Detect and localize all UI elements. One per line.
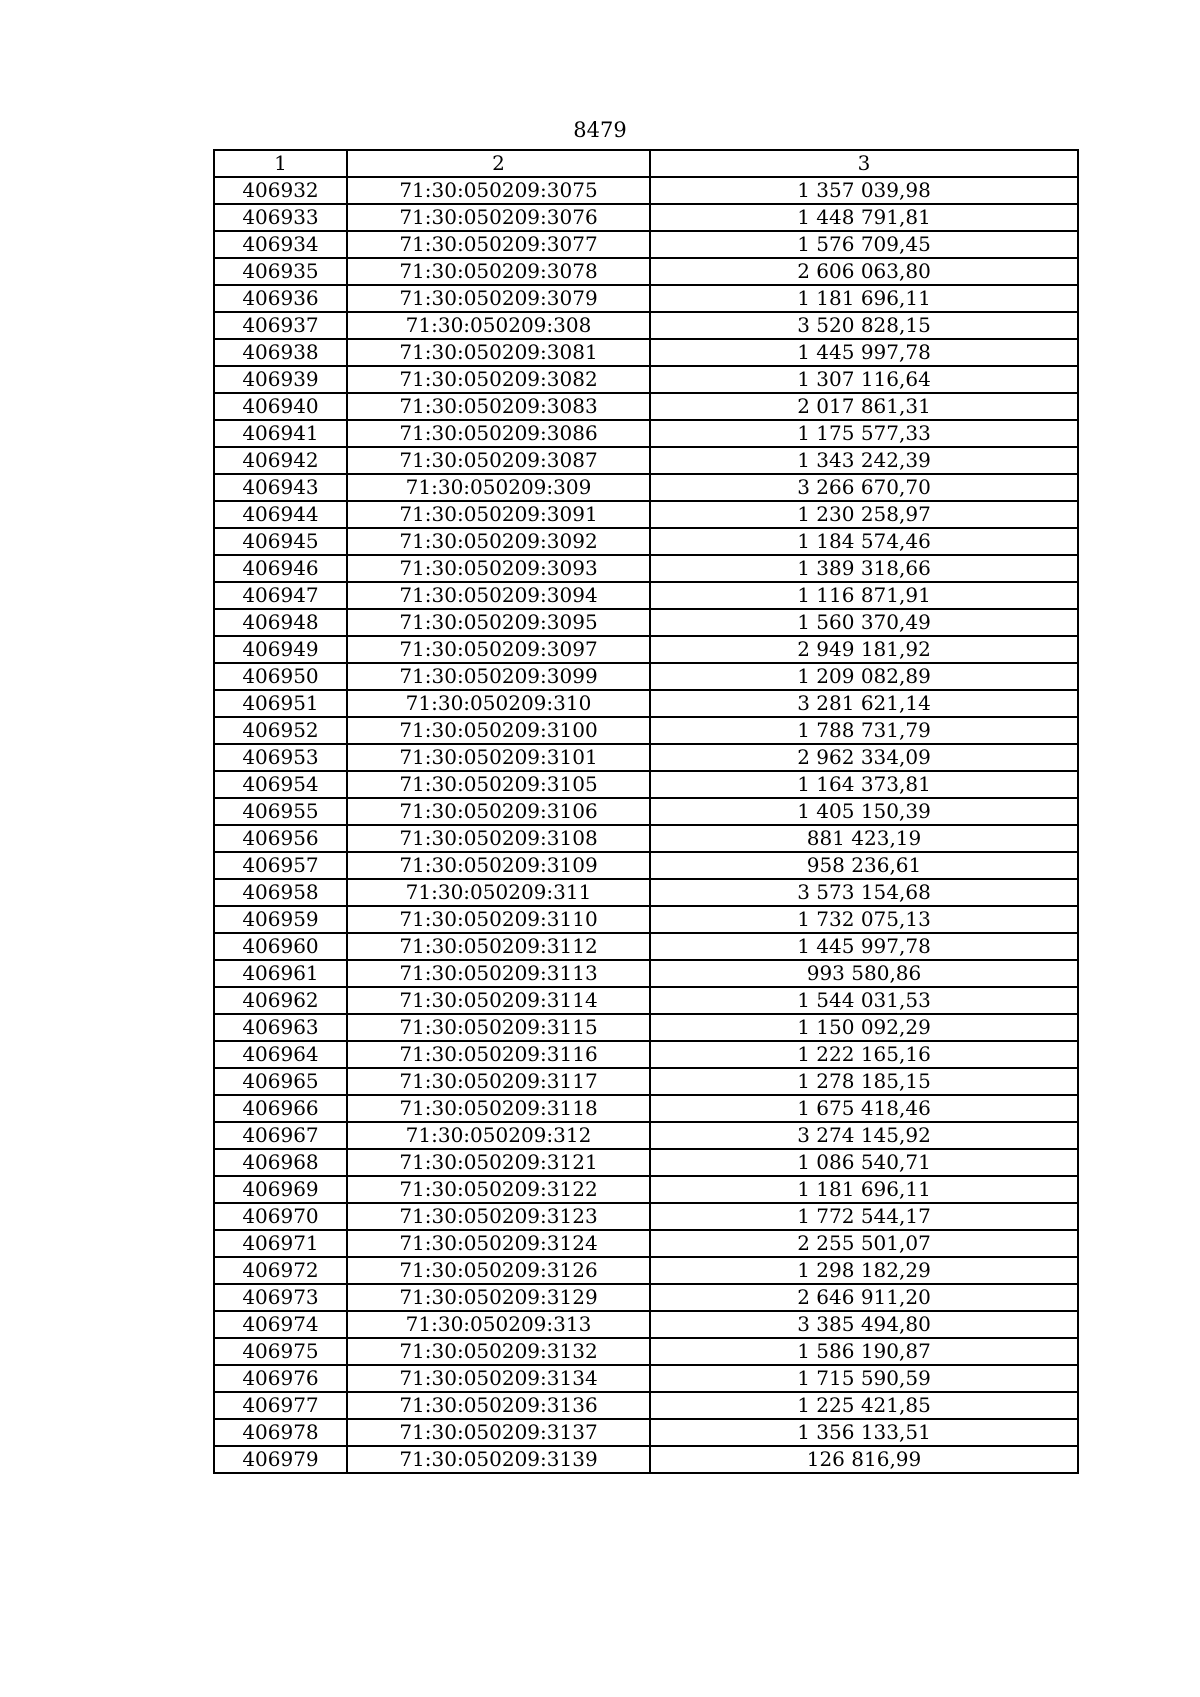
value-cell: 2 606 063,80 <box>650 258 1078 285</box>
table-row <box>214 1203 1078 1230</box>
row-number-cell: 406951 <box>214 690 347 717</box>
page-number-text: 8479 <box>573 118 627 142</box>
row-number-cell: 406964 <box>214 1041 347 1068</box>
row-number-cell: 406974 <box>214 1311 347 1338</box>
column-header: 1 <box>214 150 347 177</box>
row-number-cell: 406963 <box>214 1014 347 1041</box>
column-header: 3 <box>650 150 1078 177</box>
cadastral-number-cell: 71:30:050209:3091 <box>347 501 650 528</box>
cadastral-number-cell: 71:30:050209:3115 <box>347 1014 650 1041</box>
row-number-cell: 406969 <box>214 1176 347 1203</box>
row-number-cell: 406945 <box>214 528 347 555</box>
cadastral-number-cell: 71:30:050209:3086 <box>347 420 650 447</box>
cadastral-number-cell: 71:30:050209:3136 <box>347 1392 650 1419</box>
value-cell: 1 715 590,59 <box>650 1365 1078 1392</box>
cadastral-number-cell: 71:30:050209:3093 <box>347 555 650 582</box>
value-cell: 1 445 997,78 <box>650 339 1078 366</box>
table-row <box>214 1014 1078 1041</box>
cadastral-number-cell: 71:30:050209:312 <box>347 1122 650 1149</box>
value-cell: 3 274 145,92 <box>650 1122 1078 1149</box>
table-row <box>214 852 1078 879</box>
table-row <box>214 906 1078 933</box>
cadastral-number-cell: 71:30:050209:3081 <box>347 339 650 366</box>
cadastral-number-cell: 71:30:050209:3079 <box>347 285 650 312</box>
row-number-cell: 406971 <box>214 1230 347 1257</box>
table-row <box>214 1230 1078 1257</box>
value-cell: 1 448 791,81 <box>650 204 1078 231</box>
cadastral-number-cell: 71:30:050209:3094 <box>347 582 650 609</box>
row-number-cell: 406949 <box>214 636 347 663</box>
table-row <box>214 960 1078 987</box>
column-header: 2 <box>347 150 650 177</box>
value-cell: 1 230 258,97 <box>650 501 1078 528</box>
table-row <box>214 609 1078 636</box>
cadastral-number-cell: 71:30:050209:3113 <box>347 960 650 987</box>
value-cell: 993 580,86 <box>650 960 1078 987</box>
cadastral-number-cell: 71:30:050209:3097 <box>347 636 650 663</box>
value-cell: 1 184 574,46 <box>650 528 1078 555</box>
table-row <box>214 204 1078 231</box>
table-row <box>214 501 1078 528</box>
value-cell: 1 445 997,78 <box>650 933 1078 960</box>
row-number-cell: 406970 <box>214 1203 347 1230</box>
table-row <box>214 1392 1078 1419</box>
row-number-cell: 406952 <box>214 717 347 744</box>
value-cell: 126 816,99 <box>650 1446 1078 1473</box>
value-cell: 3 520 828,15 <box>650 312 1078 339</box>
cadastral-number-cell: 71:30:050209:3101 <box>347 744 650 771</box>
cadastral-number-cell: 71:30:050209:3092 <box>347 528 650 555</box>
table-row <box>214 1419 1078 1446</box>
row-number-cell: 406932 <box>214 177 347 204</box>
value-cell: 1 343 242,39 <box>650 447 1078 474</box>
row-number-cell: 406944 <box>214 501 347 528</box>
cadastral-number-cell: 71:30:050209:3106 <box>347 798 650 825</box>
cadastral-number-cell: 71:30:050209:3116 <box>347 1041 650 1068</box>
cadastral-number-cell: 71:30:050209:3117 <box>347 1068 650 1095</box>
table-row <box>214 825 1078 852</box>
value-cell: 2 255 501,07 <box>650 1230 1078 1257</box>
row-number-cell: 406933 <box>214 204 347 231</box>
value-cell: 958 236,61 <box>650 852 1078 879</box>
cadastral-number-cell: 71:30:050209:3099 <box>347 663 650 690</box>
cadastral-number-cell: 71:30:050209:3114 <box>347 987 650 1014</box>
table-row <box>214 312 1078 339</box>
value-cell: 1 788 731,79 <box>650 717 1078 744</box>
cadastral-number-cell: 71:30:050209:3100 <box>347 717 650 744</box>
table-row <box>214 1257 1078 1284</box>
row-number-cell: 406954 <box>214 771 347 798</box>
value-cell: 1 225 421,85 <box>650 1392 1078 1419</box>
table-row <box>214 987 1078 1014</box>
row-number-cell: 406936 <box>214 285 347 312</box>
table-row <box>214 798 1078 825</box>
row-number-cell: 406941 <box>214 420 347 447</box>
page-number <box>0 117 1200 143</box>
row-number-cell: 406959 <box>214 906 347 933</box>
table-row <box>214 1095 1078 1122</box>
table-row <box>214 1365 1078 1392</box>
value-cell: 1 209 082,89 <box>650 663 1078 690</box>
row-number-cell: 406961 <box>214 960 347 987</box>
row-number-cell: 406938 <box>214 339 347 366</box>
cadastral-number-cell: 71:30:050209:3139 <box>347 1446 650 1473</box>
table-row <box>214 528 1078 555</box>
value-cell: 1 389 318,66 <box>650 555 1078 582</box>
cadastral-number-cell: 71:30:050209:311 <box>347 879 650 906</box>
value-cell: 1 560 370,49 <box>650 609 1078 636</box>
value-cell: 1 298 182,29 <box>650 1257 1078 1284</box>
cadastral-number-cell: 71:30:050209:3110 <box>347 906 650 933</box>
row-number-cell: 406955 <box>214 798 347 825</box>
row-number-cell: 406934 <box>214 231 347 258</box>
cadastral-number-cell: 71:30:050209:3118 <box>347 1095 650 1122</box>
value-cell: 1 356 133,51 <box>650 1419 1078 1446</box>
row-number-cell: 406966 <box>214 1095 347 1122</box>
row-number-cell: 406956 <box>214 825 347 852</box>
row-number-cell: 406940 <box>214 393 347 420</box>
row-number-cell: 406946 <box>214 555 347 582</box>
row-number-cell: 406976 <box>214 1365 347 1392</box>
cadastral-number-cell: 71:30:050209:3134 <box>347 1365 650 1392</box>
table-row <box>214 447 1078 474</box>
row-number-cell: 406960 <box>214 933 347 960</box>
cadastral-number-cell: 71:30:050209:3109 <box>347 852 650 879</box>
row-number-cell: 406942 <box>214 447 347 474</box>
cadastral-number-cell: 71:30:050209:3076 <box>347 204 650 231</box>
cadastral-number-cell: 71:30:050209:3129 <box>347 1284 650 1311</box>
value-cell: 1 181 696,11 <box>650 1176 1078 1203</box>
table-row <box>214 1446 1078 1473</box>
table-row <box>214 231 1078 258</box>
cadastral-number-cell: 71:30:050209:3082 <box>347 366 650 393</box>
cadastral-number-cell: 71:30:050209:3095 <box>347 609 650 636</box>
value-cell: 1 086 540,71 <box>650 1149 1078 1176</box>
cadastral-number-cell: 71:30:050209:3083 <box>347 393 650 420</box>
value-cell: 1 732 075,13 <box>650 906 1078 933</box>
table-row <box>214 771 1078 798</box>
value-cell: 3 573 154,68 <box>650 879 1078 906</box>
table-row <box>214 474 1078 501</box>
value-cell: 1 675 418,46 <box>650 1095 1078 1122</box>
cadastral-number-cell: 71:30:050209:3121 <box>347 1149 650 1176</box>
cadastral-number-cell: 71:30:050209:3123 <box>347 1203 650 1230</box>
table-row <box>214 177 1078 204</box>
cadastral-number-cell: 71:30:050209:3132 <box>347 1338 650 1365</box>
value-cell: 2 646 911,20 <box>650 1284 1078 1311</box>
value-cell: 3 385 494,80 <box>650 1311 1078 1338</box>
row-number-cell: 406973 <box>214 1284 347 1311</box>
table-row <box>214 1311 1078 1338</box>
row-number-cell: 406978 <box>214 1419 347 1446</box>
value-cell: 1 164 373,81 <box>650 771 1078 798</box>
cadastral-number-cell: 71:30:050209:313 <box>347 1311 650 1338</box>
row-number-cell: 406950 <box>214 663 347 690</box>
row-number-cell: 406947 <box>214 582 347 609</box>
value-cell: 1 357 039,98 <box>650 177 1078 204</box>
row-number-cell: 406957 <box>214 852 347 879</box>
table-row <box>214 258 1078 285</box>
table-row <box>214 744 1078 771</box>
table-row <box>214 1284 1078 1311</box>
row-number-cell: 406975 <box>214 1338 347 1365</box>
value-cell: 1 222 165,16 <box>650 1041 1078 1068</box>
value-cell: 1 116 871,91 <box>650 582 1078 609</box>
table-row <box>214 636 1078 663</box>
row-number-cell: 406953 <box>214 744 347 771</box>
table-row <box>214 690 1078 717</box>
cadastral-number-cell: 71:30:050209:3075 <box>347 177 650 204</box>
row-number-cell: 406948 <box>214 609 347 636</box>
value-cell: 1 175 577,33 <box>650 420 1078 447</box>
cadastral-number-cell: 71:30:050209:3078 <box>347 258 650 285</box>
table-row <box>214 582 1078 609</box>
table-row <box>214 1068 1078 1095</box>
cadastral-number-cell: 71:30:050209:3087 <box>347 447 650 474</box>
cadastral-number-cell: 71:30:050209:3108 <box>347 825 650 852</box>
data-table <box>213 149 1079 1474</box>
table-row <box>214 1041 1078 1068</box>
cadastral-number-cell: 71:30:050209:3124 <box>347 1230 650 1257</box>
cadastral-number-cell: 71:30:050209:3137 <box>347 1419 650 1446</box>
table-row <box>214 1338 1078 1365</box>
table-row <box>214 339 1078 366</box>
table-row <box>214 933 1078 960</box>
value-cell: 1 150 092,29 <box>650 1014 1078 1041</box>
table-row <box>214 1149 1078 1176</box>
cadastral-number-cell: 71:30:050209:3126 <box>347 1257 650 1284</box>
value-cell: 1 181 696,11 <box>650 285 1078 312</box>
value-cell: 1 278 185,15 <box>650 1068 1078 1095</box>
cadastral-number-cell: 71:30:050209:3105 <box>347 771 650 798</box>
value-cell: 2 949 181,92 <box>650 636 1078 663</box>
row-number-cell: 406979 <box>214 1446 347 1473</box>
value-cell: 2 962 334,09 <box>650 744 1078 771</box>
value-cell: 1 307 116,64 <box>650 366 1078 393</box>
cadastral-number-cell: 71:30:050209:310 <box>347 690 650 717</box>
table-header <box>214 150 1078 177</box>
value-cell: 1 405 150,39 <box>650 798 1078 825</box>
value-cell: 3 281 621,14 <box>650 690 1078 717</box>
cadastral-number-cell: 71:30:050209:3077 <box>347 231 650 258</box>
table-row <box>214 663 1078 690</box>
row-number-cell: 406935 <box>214 258 347 285</box>
value-cell: 1 544 031,53 <box>650 987 1078 1014</box>
value-cell: 1 772 544,17 <box>650 1203 1078 1230</box>
row-number-cell: 406939 <box>214 366 347 393</box>
table-row <box>214 1176 1078 1203</box>
value-cell: 881 423,19 <box>650 825 1078 852</box>
value-cell: 1 586 190,87 <box>650 1338 1078 1365</box>
row-number-cell: 406962 <box>214 987 347 1014</box>
cadastral-number-cell: 71:30:050209:308 <box>347 312 650 339</box>
cadastral-number-cell: 71:30:050209:3122 <box>347 1176 650 1203</box>
table-row <box>214 1122 1078 1149</box>
table-row <box>214 717 1078 744</box>
table-row <box>214 420 1078 447</box>
row-number-cell: 406972 <box>214 1257 347 1284</box>
cadastral-number-cell: 71:30:050209:309 <box>347 474 650 501</box>
row-number-cell: 406958 <box>214 879 347 906</box>
row-number-cell: 406967 <box>214 1122 347 1149</box>
table-row <box>214 879 1078 906</box>
value-cell: 3 266 670,70 <box>650 474 1078 501</box>
row-number-cell: 406943 <box>214 474 347 501</box>
row-number-cell: 406968 <box>214 1149 347 1176</box>
row-number-cell: 406977 <box>214 1392 347 1419</box>
table-row <box>214 393 1078 420</box>
table-row <box>214 366 1078 393</box>
row-number-cell: 406937 <box>214 312 347 339</box>
table-row <box>214 555 1078 582</box>
cadastral-number-cell: 71:30:050209:3112 <box>347 933 650 960</box>
table-body <box>214 177 1078 1473</box>
value-cell: 1 576 709,45 <box>650 231 1078 258</box>
table-row <box>214 285 1078 312</box>
header-row <box>214 150 1078 177</box>
row-number-cell: 406965 <box>214 1068 347 1095</box>
value-cell: 2 017 861,31 <box>650 393 1078 420</box>
